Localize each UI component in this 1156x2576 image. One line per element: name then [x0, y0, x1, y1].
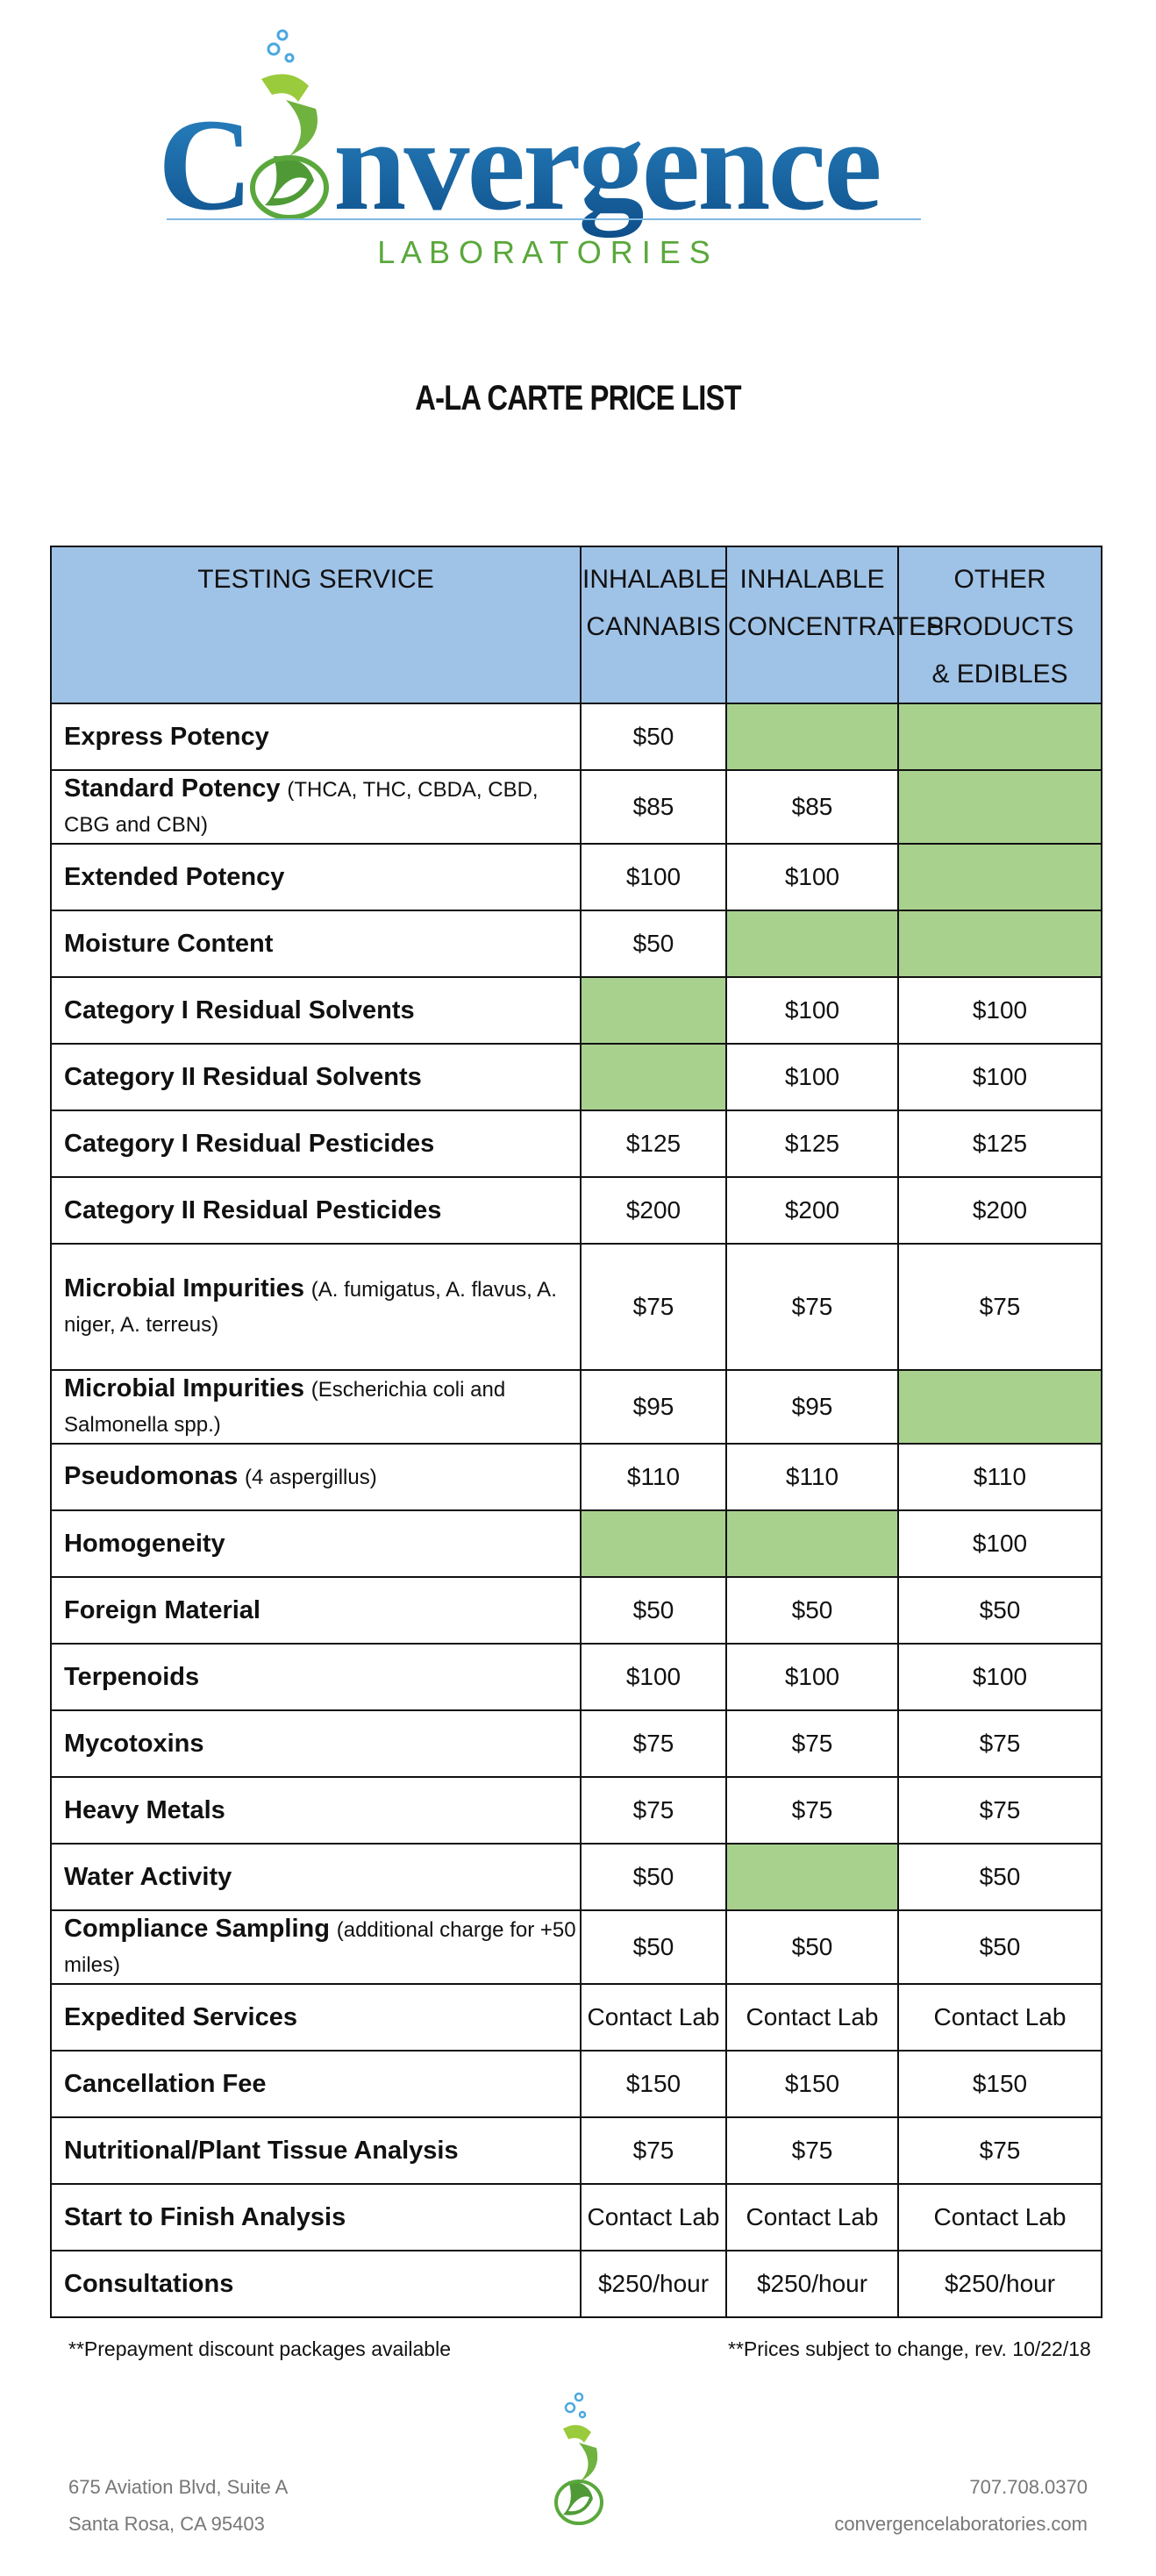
service-cell [51, 977, 581, 1044]
service-name: Moisture Content [64, 930, 274, 958]
service-name: Homogeneity [64, 1530, 225, 1558]
service-cell [51, 1177, 581, 1244]
price-cell: Contact Lab [726, 2184, 898, 2251]
table-row [51, 1510, 1102, 1577]
service-cell [51, 1984, 581, 2051]
price-cell: $100 [581, 1644, 726, 1710]
price-cell: $200 [898, 1177, 1102, 1244]
price-cell: $250/hour [726, 2251, 898, 2317]
price-cell: $75 [726, 1244, 898, 1370]
service-note: (additional charge for +50 miles) [64, 1918, 576, 1977]
price-cell: $50 [898, 1577, 1102, 1644]
table-row [51, 703, 1102, 770]
service-note: (Escherichia coli and Salmonella spp.) [64, 1378, 506, 1437]
table-row [51, 1244, 1102, 1370]
price-cell: $110 [581, 1444, 726, 1510]
table-row [51, 2184, 1102, 2251]
price-cell: $50 [581, 1910, 726, 1984]
service-cell [51, 1044, 581, 1110]
price-cell: $100 [726, 977, 898, 1044]
service-cell [51, 844, 581, 910]
service-name: Microbial Impurities [64, 1274, 304, 1302]
service-name: Category II Residual Pesticides [64, 1196, 442, 1224]
price-cell: $50 [581, 910, 726, 977]
service-name: Category II Residual Solvents [64, 1063, 422, 1091]
revision-note: **Prices subject to change, rev. 10/22/18 [728, 2337, 1091, 2360]
column-header: TESTING SERVICE [51, 546, 581, 703]
price-cell: $100 [726, 844, 898, 910]
service-cell [51, 910, 581, 977]
service-name: Mycotoxins [64, 1730, 204, 1758]
service-cell [51, 1370, 581, 1444]
bubble-icon [278, 31, 287, 39]
service-name: Cancellation Fee [64, 2070, 267, 2098]
price-cell: $100 [726, 1644, 898, 1710]
service-cell [51, 1444, 581, 1510]
service-name: Compliance Sampling [64, 1915, 330, 1943]
price-cell: $150 [581, 2051, 726, 2117]
service-cell [51, 2051, 581, 2117]
service-name: Category I Residual Pesticides [64, 1130, 435, 1158]
price-cell: $125 [581, 1110, 726, 1177]
price-cell: $75 [726, 2117, 898, 2184]
address-line: 675 Aviation Blvd, Suite A [68, 2476, 289, 2498]
price-cell: $75 [726, 1777, 898, 1844]
service-name: Consultations [64, 2270, 234, 2298]
not-offered-cell [898, 1370, 1102, 1444]
price-cell: Contact Lab [726, 1984, 898, 2051]
price-cell: $125 [726, 1110, 898, 1177]
price-cell: Contact Lab [898, 2184, 1102, 2251]
table-row [51, 1044, 1102, 1110]
service-cell [51, 703, 581, 770]
table-row [51, 1577, 1102, 1644]
table-row [51, 910, 1102, 977]
table-row [51, 977, 1102, 1044]
price-cell: $200 [581, 1177, 726, 1244]
not-offered-cell [726, 703, 898, 770]
not-offered-cell [898, 844, 1102, 910]
not-offered-cell [898, 910, 1102, 977]
service-cell [51, 1110, 581, 1177]
service-cell [51, 1844, 581, 1910]
table-row [51, 1177, 1102, 1244]
service-name: Express Potency [64, 723, 269, 751]
price-table [50, 546, 1102, 2318]
price-cell: $75 [898, 1777, 1102, 1844]
price-cell: $85 [726, 770, 898, 844]
service-cell [51, 770, 581, 844]
price-cell: $200 [726, 1177, 898, 1244]
price-cell: $75 [898, 1710, 1102, 1777]
service-cell [51, 1510, 581, 1577]
price-cell: $50 [898, 1844, 1102, 1910]
service-cell [51, 1244, 581, 1370]
price-cell: $100 [898, 1044, 1102, 1110]
address-line: Santa Rosa, CA 95403 [68, 2513, 265, 2535]
price-cell: $75 [898, 2117, 1102, 2184]
service-name: Start to Finish Analysis [64, 2203, 346, 2231]
price-cell: $110 [898, 1444, 1102, 1510]
table-row [51, 1844, 1102, 1910]
table-row [51, 1370, 1102, 1444]
price-cell: $75 [581, 1710, 726, 1777]
service-cell [51, 2184, 581, 2251]
table-row [51, 1444, 1102, 1510]
table-row [51, 1644, 1102, 1710]
service-note: (A. fumigatus, A. flavus, A. niger, A. terreus) [64, 1278, 557, 1337]
not-offered-cell [581, 1044, 726, 1110]
price-cell: $100 [581, 844, 726, 910]
service-cell [51, 2117, 581, 2184]
price-cell: $150 [898, 2051, 1102, 2117]
price-cell: $75 [581, 1244, 726, 1370]
price-cell: $150 [726, 2051, 898, 2117]
bubble-icon [268, 44, 279, 54]
column-header: INHALABLE CANNABIS [581, 546, 726, 703]
price-cell: $85 [581, 770, 726, 844]
table-row [51, 1777, 1102, 1844]
table-row [51, 1110, 1102, 1177]
service-name: Foreign Material [64, 1596, 260, 1624]
service-name: Water Activity [64, 1863, 232, 1891]
service-note: (THCA, THC, CBDA, CBD, CBG and CBN) [64, 778, 539, 837]
price-cell: $50 [898, 1910, 1102, 1984]
price-cell: Contact Lab [581, 2184, 726, 2251]
price-cell: $100 [726, 1044, 898, 1110]
company-logo [158, 25, 930, 279]
service-cell [51, 1910, 581, 1984]
not-offered-cell [581, 1510, 726, 1577]
price-cell: $250/hour [898, 2251, 1102, 2317]
not-offered-cell [581, 977, 726, 1044]
website-link[interactable]: convergencelaboratories.com [834, 2513, 1088, 2535]
service-cell [51, 1644, 581, 1710]
service-name: Microbial Impurities [64, 1374, 304, 1402]
price-cell: $125 [898, 1110, 1102, 1177]
service-cell [51, 1777, 581, 1844]
prepayment-note: **Prepayment discount packages available [68, 2337, 451, 2360]
price-cell: $95 [581, 1370, 726, 1444]
brand-name: C [158, 92, 252, 238]
price-cell: $100 [898, 977, 1102, 1044]
service-name: Category I Residual Solvents [64, 996, 415, 1024]
brand-name-rest: nvergence [333, 92, 880, 238]
column-header: OTHER PRODUCTS & EDIBLES [898, 546, 1102, 703]
price-cell: $100 [898, 1644, 1102, 1710]
service-name: Standard Potency [64, 774, 281, 803]
table-row [51, 1910, 1102, 1984]
header-row [51, 546, 1102, 703]
price-cell: Contact Lab [898, 1984, 1102, 2051]
column-header: INHALABLE CONCENTRATES [726, 546, 898, 703]
price-cell: $75 [898, 1244, 1102, 1370]
price-cell: $75 [581, 1777, 726, 1844]
page-title: A-LA CARTE PRICE LIST [415, 379, 741, 417]
service-name: Pseudomonas [64, 1462, 239, 1490]
table-row [51, 1710, 1102, 1777]
flask-emblem-icon [544, 2390, 610, 2535]
service-name: Nutritional/Plant Tissue Analysis [64, 2137, 459, 2165]
table-row [51, 770, 1102, 844]
price-cell: $50 [581, 1844, 726, 1910]
table-row [51, 844, 1102, 910]
table-row [51, 2251, 1102, 2317]
price-cell: $50 [726, 1577, 898, 1644]
service-note: (4 aspergillus) [245, 1466, 377, 1489]
address [68, 2469, 288, 2543]
price-cell: $100 [898, 1510, 1102, 1577]
price-cell: $50 [581, 1577, 726, 1644]
flask-emblem-icon [253, 75, 326, 218]
service-name: Heavy Metals [64, 1796, 225, 1824]
service-cell [51, 1577, 581, 1644]
brand-subtitle: L A B O R A T O R I E S [377, 234, 710, 270]
phone-number: 707.708.0370 [969, 2476, 1088, 2498]
price-cell: $110 [726, 1444, 898, 1510]
contact-info [834, 2469, 1088, 2543]
service-name: Expedited Services [64, 2003, 297, 2031]
service-name: Extended Potency [64, 863, 285, 891]
not-offered-cell [726, 1844, 898, 1910]
price-cell: $50 [726, 1910, 898, 1984]
service-cell [51, 2251, 581, 2317]
not-offered-cell [726, 910, 898, 977]
table-row [51, 2051, 1102, 2117]
bubble-icon [286, 54, 293, 61]
price-cell: $75 [726, 1710, 898, 1777]
price-cell: $50 [581, 703, 726, 770]
price-cell: $250/hour [581, 2251, 726, 2317]
table-row [51, 2117, 1102, 2184]
not-offered-cell [898, 703, 1102, 770]
not-offered-cell [898, 770, 1102, 844]
service-name: Terpenoids [64, 1663, 200, 1691]
price-cell: Contact Lab [581, 1984, 726, 2051]
not-offered-cell [726, 1510, 898, 1577]
table-row [51, 1984, 1102, 2051]
price-cell: $95 [726, 1370, 898, 1444]
service-cell [51, 1710, 581, 1777]
price-cell: $75 [581, 2117, 726, 2184]
